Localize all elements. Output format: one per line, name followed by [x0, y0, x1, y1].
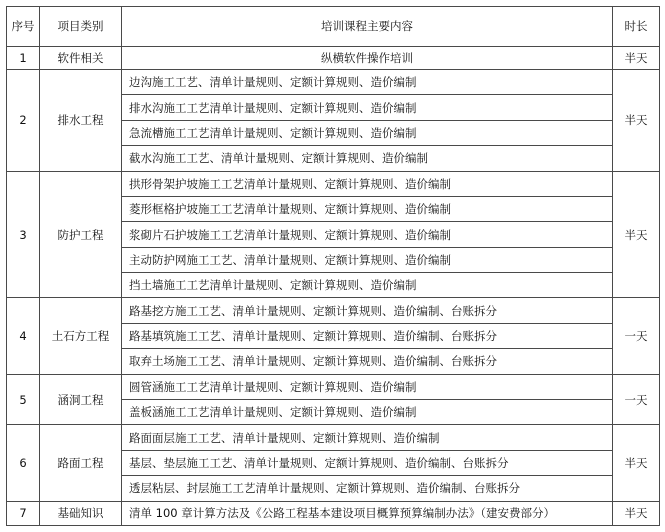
- table-row: [7, 425, 660, 450]
- header-category: 项目类别: [40, 7, 122, 47]
- row-duration: 一天: [613, 298, 660, 374]
- row-content: 清单 100 章计算方法及《公路工程基本建设项目概算预算编制办法》（建安费部分）: [122, 501, 613, 525]
- table-row: [7, 69, 660, 94]
- row-content: 透层粘层、封层施工工艺清单计量规则、定额计算规则、造价编制、台账拆分: [122, 476, 613, 501]
- table-row: [7, 171, 660, 196]
- row-content: 主动防护网施工工艺、清单计量规则、定额计算规则、造价编制: [122, 247, 613, 272]
- row-content: 取弃土场施工工艺、清单计量规则、定额计算规则、造价编制、台账拆分: [122, 349, 613, 374]
- row-seq: 6: [7, 425, 40, 501]
- training-course-table: [6, 6, 660, 526]
- row-content: 截水沟施工工艺、清单计量规则、定额计算规则、造价编制: [122, 146, 613, 171]
- row-content: 路基挖方施工工艺、清单计量规则、定额计算规则、造价编制、台账拆分: [122, 298, 613, 323]
- table-row: [7, 46, 660, 69]
- row-category: 路面工程: [40, 425, 122, 501]
- row-duration: 半天: [613, 46, 660, 69]
- header-content: 培训课程主要内容: [122, 7, 613, 47]
- row-content: 浆砌片石护坡施工工艺清单计量规则、定额计算规则、造价编制: [122, 222, 613, 247]
- row-duration: 一天: [613, 374, 660, 425]
- row-seq: 2: [7, 69, 40, 171]
- row-category: 软件相关: [40, 46, 122, 69]
- row-content: 圆管涵施工工艺清单计量规则、定额计算规则、造价编制: [122, 374, 613, 399]
- row-content: 拱形骨架护坡施工工艺清单计量规则、定额计算规则、造价编制: [122, 171, 613, 196]
- row-content: 急流槽施工工艺清单计量规则、定额计算规则、造价编制: [122, 120, 613, 145]
- row-category: 基础知识: [40, 501, 122, 525]
- table-header-row: [7, 7, 660, 47]
- row-seq: 1: [7, 46, 40, 69]
- row-duration: 半天: [613, 69, 660, 171]
- row-category: 涵洞工程: [40, 374, 122, 425]
- row-seq: 4: [7, 298, 40, 374]
- row-duration: 半天: [613, 171, 660, 298]
- row-seq: 3: [7, 171, 40, 298]
- row-content: 路面面层施工工艺、清单计量规则、定额计算规则、造价编制: [122, 425, 613, 450]
- row-category: 排水工程: [40, 69, 122, 171]
- row-content: 基层、垫层施工工艺、清单计量规则、定额计算规则、造价编制、台账拆分: [122, 450, 613, 475]
- row-seq: 5: [7, 374, 40, 425]
- row-content: 排水沟施工工艺清单计量规则、定额计算规则、造价编制: [122, 95, 613, 120]
- row-duration: 半天: [613, 501, 660, 525]
- row-content: 盖板涵施工工艺清单计量规则、定额计算规则、造价编制: [122, 400, 613, 425]
- table-row: [7, 298, 660, 323]
- header-seq: 序号: [7, 7, 40, 47]
- row-content: 边沟施工工艺、清单计量规则、定额计算规则、造价编制: [122, 69, 613, 94]
- table-row: [7, 501, 660, 525]
- row-content: 菱形框格护坡施工工艺清单计量规则、定额计算规则、造价编制: [122, 196, 613, 221]
- row-duration: 半天: [613, 425, 660, 501]
- table-row: [7, 374, 660, 399]
- row-content: 路基填筑施工工艺、清单计量规则、定额计算规则、造价编制、台账拆分: [122, 323, 613, 348]
- header-duration: 时长: [613, 7, 660, 47]
- row-seq: 7: [7, 501, 40, 525]
- row-category: 土石方工程: [40, 298, 122, 374]
- row-category: 防护工程: [40, 171, 122, 298]
- row-content: 纵横软件操作培训: [122, 46, 613, 69]
- row-content: 挡土墙施工工艺清单计量规则、定额计算规则、造价编制: [122, 273, 613, 298]
